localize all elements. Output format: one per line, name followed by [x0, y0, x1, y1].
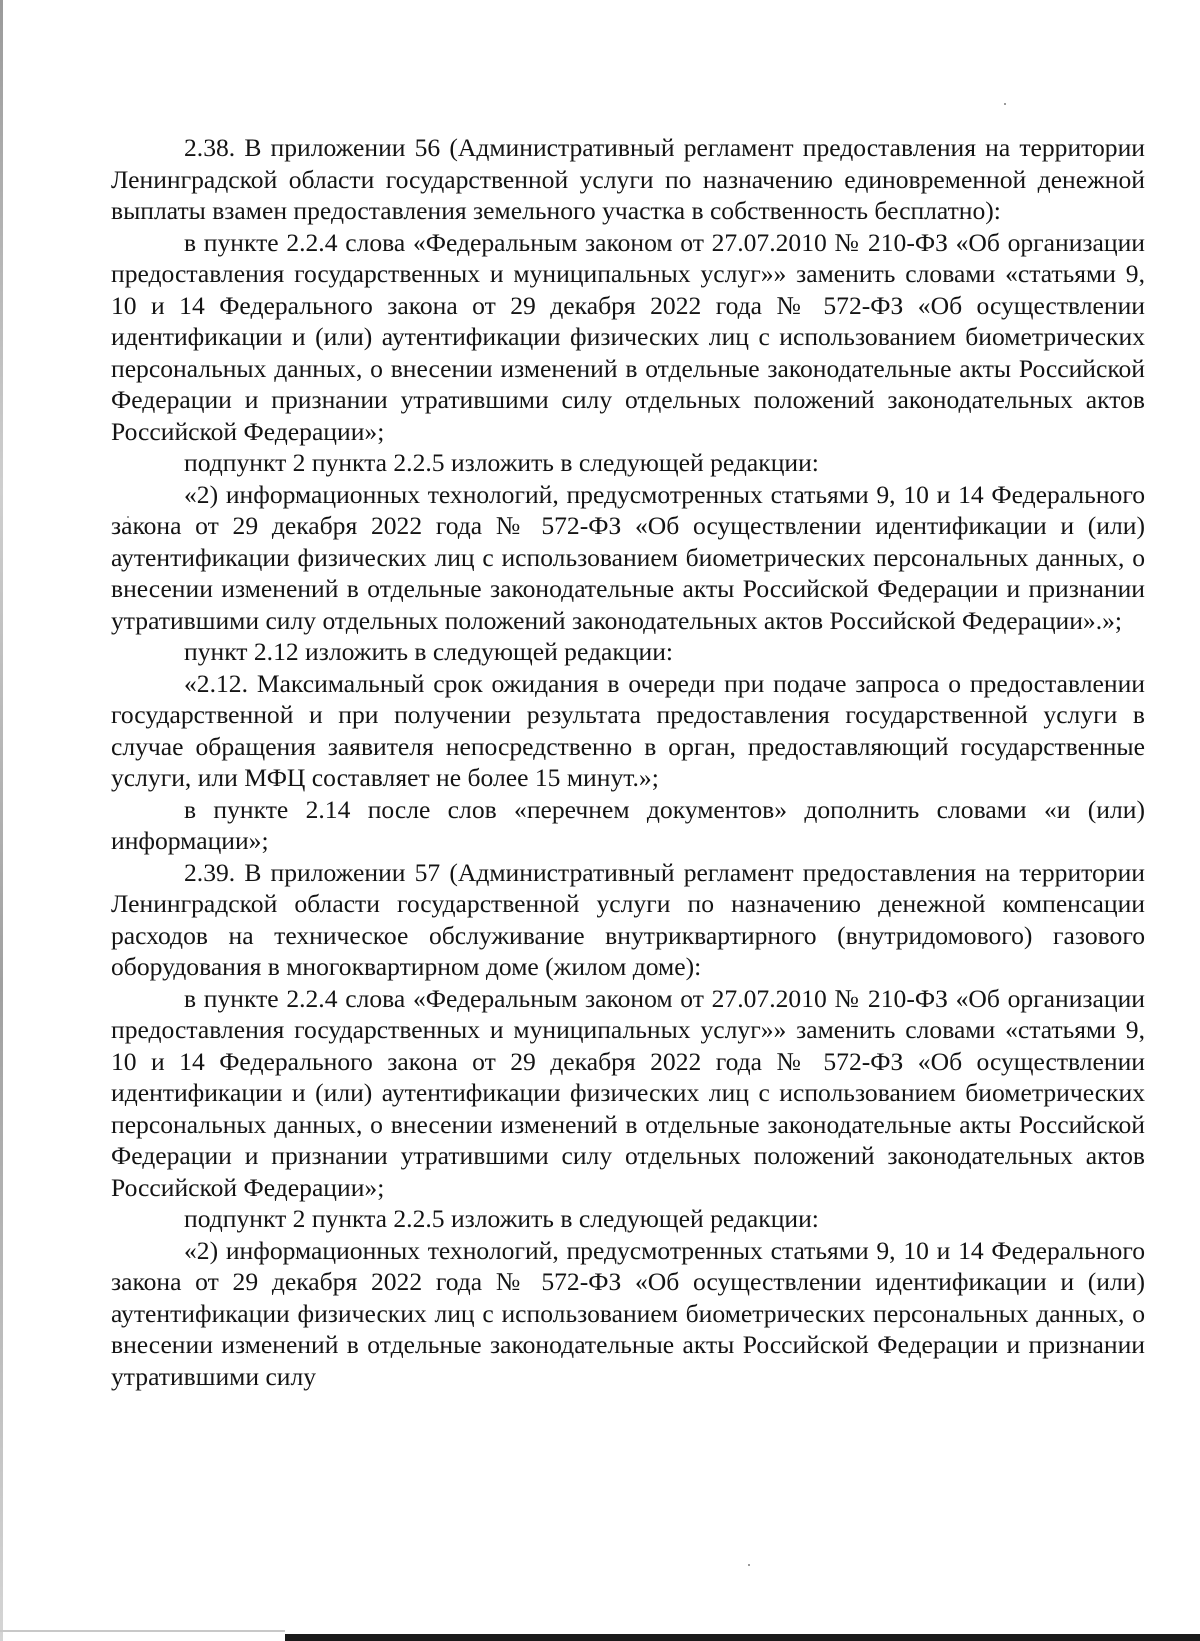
paragraph-2-38-item-2-2-5: подпункт 2 пункта 2.2.5 изложить в следующей редакции:: [184, 448, 819, 477]
paragraph-2-39-item-2-2-5: подпункт 2 пункта 2.2.5 изложить в следующей редакции:: [184, 1204, 819, 1233]
paragraph-2-38-item-2-14: в пункте 2.14 после слов «перечнем документов» дополнить словами «и (или) информации»;: [111, 794, 1145, 855]
document-body: [111, 132, 1145, 1392]
scan-left-edge: [0, 0, 3, 1641]
paragraph-2-38-item-2-2-5-text: «2) информационных технологий, предусмотренных статьями 9, 10 и 14 Федерального закона от 29 декабря 2022 года № 572-ФЗ «Об осуществлении идентификации и (или) аутентификации физических лиц с использованием биометрических персональных данных, о внесении изменений в отдельные законодательные акты Российской Федерации и признании утратившими силу отдельных положений законодательных актов Российской Федерации».»;: [111, 479, 1145, 635]
paragraph-2-38: 2.38. В приложении 56 (Административный регламент предоставления на территории Ленинградской области государственной услуги по назначению единовременной денежной выплаты взамен предоставления земельного участка в собственность бесплатно):: [111, 133, 1145, 225]
scan-speck: [1004, 103, 1006, 105]
paragraph-2-38-item-2-12-text: «2.12. Максимальный срок ожидания в очереди при подаче запроса о предоставлении государственной и при получении результата предоставления государственной услуги в случае обращения заявителя непосредственно в орган, предоставляющий государственные услуги, или МФЦ составляет не более 15 минут.»;: [111, 668, 1145, 792]
scan-bottom-edge: [285, 1634, 1200, 1641]
scan-bottom-thin-edge: [0, 1630, 285, 1632]
paragraph-2-38-item-2-2-4: в пункте 2.2.4 слова «Федеральным законом от 27.07.2010 № 210-ФЗ «Об организации предоставления государственных и муниципальных услуг»» заменить словами «статьями 9, 10 и 14 Федерального закона от 29 декабря 2022 года № 572-ФЗ «Об осуществлении идентификации и (или) аутентификации физических лиц с использованием биометрических персональных данных, о внесении изменений в отдельные законодательные акты Российской Федерации и признании утратившими силу отдельных положений законодательных актов Российской Федерации»;: [111, 227, 1145, 446]
paragraph-2-39-item-2-2-4: в пункте 2.2.4 слова «Федеральным законом от 27.07.2010 № 210-ФЗ «Об организации предоставления государственных и муниципальных услуг»» заменить словами «статьями 9, 10 и 14 Федерального закона от 29 декабря 2022 года № 572-ФЗ «Об осуществлении идентификации и (или) аутентификации физических лиц с использованием биометрических персональных данных, о внесении изменений в отдельные законодательные акты Российской Федерации и признании утратившими силу отдельных положений законодательных актов Российской Федерации»;: [111, 983, 1145, 1202]
paragraph-2-39: 2.39. В приложении 57 (Административный регламент предоставления на территории Ленинградской области государственной услуги по назначению денежной компенсации расходов на техническое обслуживание внутриквартирного (внутридомового) газового оборудования в многоквартирном доме (жилом доме):: [111, 857, 1145, 981]
paragraph-2-38-item-2-12: пункт 2.12 изложить в следующей редакции:: [184, 637, 674, 666]
scan-speck: [748, 1564, 750, 1566]
paragraph-2-39-item-2-2-5-text: «2) информационных технологий, предусмотренных статьями 9, 10 и 14 Федерального закона от 29 декабря 2022 года № 572-ФЗ «Об осуществлении идентификации и (или) аутентификации физических лиц с использованием биометрических персональных данных, о внесении изменений в отдельные законодательные акты Российской Федерации и признании утратившими силу: [111, 1235, 1145, 1391]
